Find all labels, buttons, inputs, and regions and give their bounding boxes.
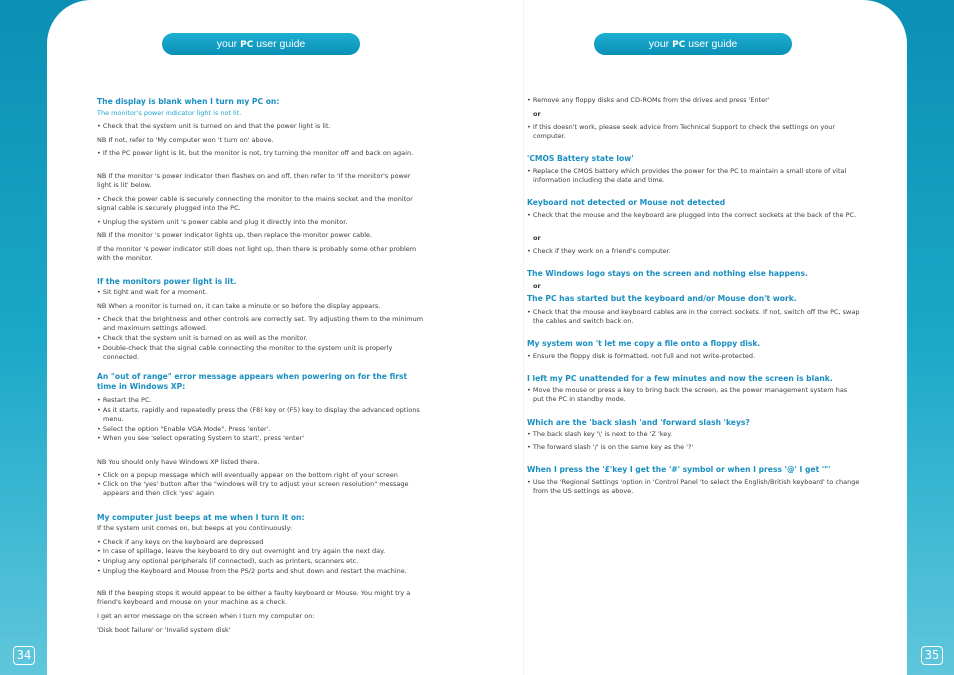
bullet-item: • Sit tight and wait for a moment. <box>97 288 208 296</box>
bullet-item: • Check that the mouse and keyboard cables are in the correct sockets. If not, switch off the PC, swap the cables and switch back on. <box>527 308 860 326</box>
bullet-item: • Ensure the floppy disk is formatted, not full and not write-protected. <box>527 352 756 360</box>
header-text: user guide <box>253 38 306 50</box>
bullet-item: • Select the option "Enable VGA Mode". Press 'enter'. <box>97 425 271 433</box>
bullet-item: • Remove any floppy disks and CD-ROMs from the drives and press 'Enter' <box>527 96 770 104</box>
or-separator: or <box>533 282 541 290</box>
header-brand: PC <box>240 40 254 50</box>
paragraph: NB If the monitor 's power indicator then flashes on and off, then refer to 'If the monitor's power light is lit' below. <box>97 172 411 190</box>
section-heading: My computer just beeps at me when I turn it on: <box>97 513 305 522</box>
or-separator: or <box>533 234 541 242</box>
bullet-item: • As it starts, rapidly and repeatedly press the (F8) key or (F5) key to display the advanced options menu. <box>97 406 420 424</box>
section-heading: 'CMOS Battery state low' <box>527 154 634 163</box>
paragraph: I get an error message on the screen when I turn my computer on: <box>97 612 315 620</box>
or-separator: or <box>533 110 541 118</box>
bullet-item: • Unplug the system unit 's power cable and plug it directly into the monitor. <box>97 218 348 226</box>
bullet-item: • Replace the CMOS battery which provides the power for the PC to maintain a small store of vital information including the date and time. <box>527 167 847 185</box>
bullet-item: • Check that the brightness and other controls are correctly set. Try adjusting them to the minimum and maximum settings allowed. <box>97 315 424 333</box>
bullet-item: • Check if any keys on the keyboard are depressed <box>97 538 264 546</box>
bullet-item: • Unplug any optional peripherals (if connected), such as printers, scanners etc. <box>97 557 359 565</box>
section-heading: If the monitors power light is lit. <box>97 277 237 286</box>
bullet-item: • Restart the PC. <box>97 396 152 404</box>
bullet-item: • The back slash key '\' is next to the 'Z 'key. <box>527 430 673 438</box>
bullet-item: • In case of spillage, leave the keyboard to dry out overnight and try again the next day. <box>97 547 386 555</box>
paragraph: 'Disk boot failure' or 'Invalid system disk' <box>97 626 231 634</box>
bullet-item: • Check that the system unit is turned on as well as the monitor. <box>97 334 308 342</box>
section-heading: Keyboard not detected or Mouse not detected <box>527 198 726 207</box>
page-number-left: 34 <box>13 646 35 665</box>
bullet-item: • Unplug the Keyboard and Mouse from the PS/2 ports and shut down and restart the machine. <box>97 567 407 575</box>
page-number-right: 35 <box>921 646 943 665</box>
bullet-item: • If this doesn't work, please seek advice from Technical Support to check the settings on your computer. <box>527 123 836 141</box>
section-heading: My system won 't let me copy a file onto a floppy disk. <box>527 339 761 348</box>
paragraph: NB If not, refer to 'My computer won 't turn on' above. <box>97 136 274 144</box>
section-heading: An "out of range" error message appears when powering on for the first time in Windows XP: <box>97 372 408 391</box>
bullet-item: • Click on a popup message which will eventually appear on the bottom right of your screen <box>97 471 398 479</box>
paragraph: If the system unit comes on, but beeps at you continuously: <box>97 524 293 532</box>
section-heading: The PC has started but the keyboard and/or Mouse don't work. <box>527 294 797 303</box>
header-brand: PC <box>672 40 686 50</box>
sub-heading: The monitor's power indicator light is not lit. <box>97 109 242 117</box>
section-heading: Which are the 'back slash 'and 'forward slash 'keys? <box>527 418 750 427</box>
paragraph: NB If the beeping stops it would appear to be either a faulty keyboard or Mouse. You might try a friend's keyboard and mouse on your machine as a check. <box>97 589 411 607</box>
section-heading: The Windows logo stays on the screen and nothing else happens. <box>527 269 808 278</box>
header-text: your <box>648 38 673 50</box>
header-text: user guide <box>685 38 738 50</box>
paragraph: NB You should only have Windows XP listed there. <box>97 458 260 466</box>
paragraph: NB If the monitor 's power indicator lights up, then replace the monitor power cable. <box>97 231 373 239</box>
section-heading: The display is blank when I turn my PC on: <box>97 97 280 106</box>
header-pill-right <box>594 33 792 55</box>
paragraph: NB When a monitor is turned on, it can take a minute or so before the display appears. <box>97 302 381 310</box>
header-pill-left <box>162 33 360 55</box>
paragraph: • Check the power cable is securely connecting the monitor to the mains socket and the monitor signal cable is securely plugged into the PC. <box>97 195 413 213</box>
bullet-item: • When you see 'select operating System to start', press 'enter' <box>97 434 305 442</box>
bullet-item: • The forward slash '/' is on the same key as the '?' <box>527 443 694 451</box>
bullet-item: • Move the mouse or press a key to bring back the screen, as the power management system has put the PC in standby mode. <box>527 386 848 404</box>
bullet-item: • Double-check that the signal cable connecting the monitor to the system unit is properly connected. <box>97 344 393 362</box>
bullet-item: • Use the 'Regional Settings 'option in 'Control Panel 'to select the English/British keyboard' to change from the US settings as above. <box>527 478 860 496</box>
section-heading: When I press the '£'key I get the '#' symbol or when I press '@' I get '"' <box>527 465 831 474</box>
bullet-item: • If the PC power light is lit, but the monitor is not, try turning the monitor off and back on again. <box>97 149 414 157</box>
bullet-item: • Check if they work on a friend's computer. <box>527 247 671 255</box>
bullet-item: • Check that the mouse and the keyboard are plugged into the correct sockets at the back of the PC. <box>527 211 857 219</box>
paragraph: If the monitor 's power indicator still does not light up, then there is probably some other problem with the monitor. <box>97 245 417 263</box>
bullet-item: • Click on the 'yes' button after the "windows will try to adjust your screen resolution" message appears and then click 'yes' again <box>97 480 409 498</box>
bullet-item: • Check that the system unit is turned on and that the power light is lit. <box>97 122 331 130</box>
section-heading: I left my PC unattended for a few minutes and now the screen is blank. <box>527 374 833 383</box>
header-text: your <box>216 38 241 50</box>
